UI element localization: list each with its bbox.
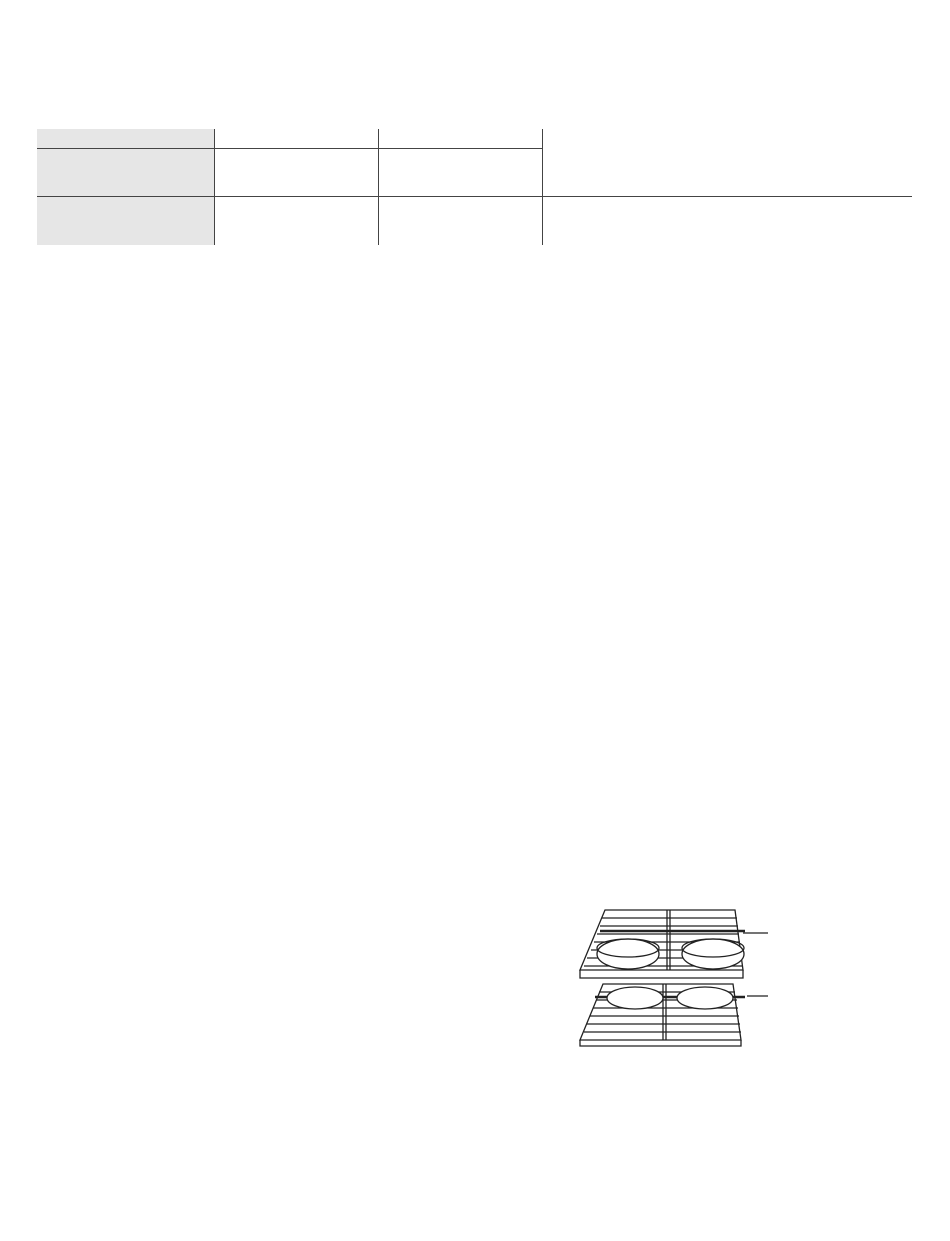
food-cell: [37, 197, 215, 245]
rack-cell: [379, 129, 543, 148]
oven-rack-diagram: [575, 888, 795, 1073]
lower-rack-front: [580, 1040, 741, 1046]
cooking-guide-table: [37, 129, 912, 245]
notes-cell: [543, 129, 912, 195]
notes-cell: [543, 197, 912, 245]
mode-cell: [215, 129, 379, 148]
rack-cell: [379, 197, 543, 245]
food-cell: [37, 129, 215, 148]
table-row-bone-in-chicken: [37, 129, 912, 197]
mode-cell: [215, 197, 379, 245]
food-cell: [37, 149, 215, 196]
upper-rack-front: [580, 970, 743, 978]
table-row-snacks: [37, 197, 912, 245]
cake-pan-icon: [677, 987, 733, 1009]
mode-cell: [215, 149, 379, 196]
upper-rack-center: [667, 910, 670, 970]
cake-pan-icon: [607, 987, 663, 1009]
rack-cell: [379, 149, 543, 196]
